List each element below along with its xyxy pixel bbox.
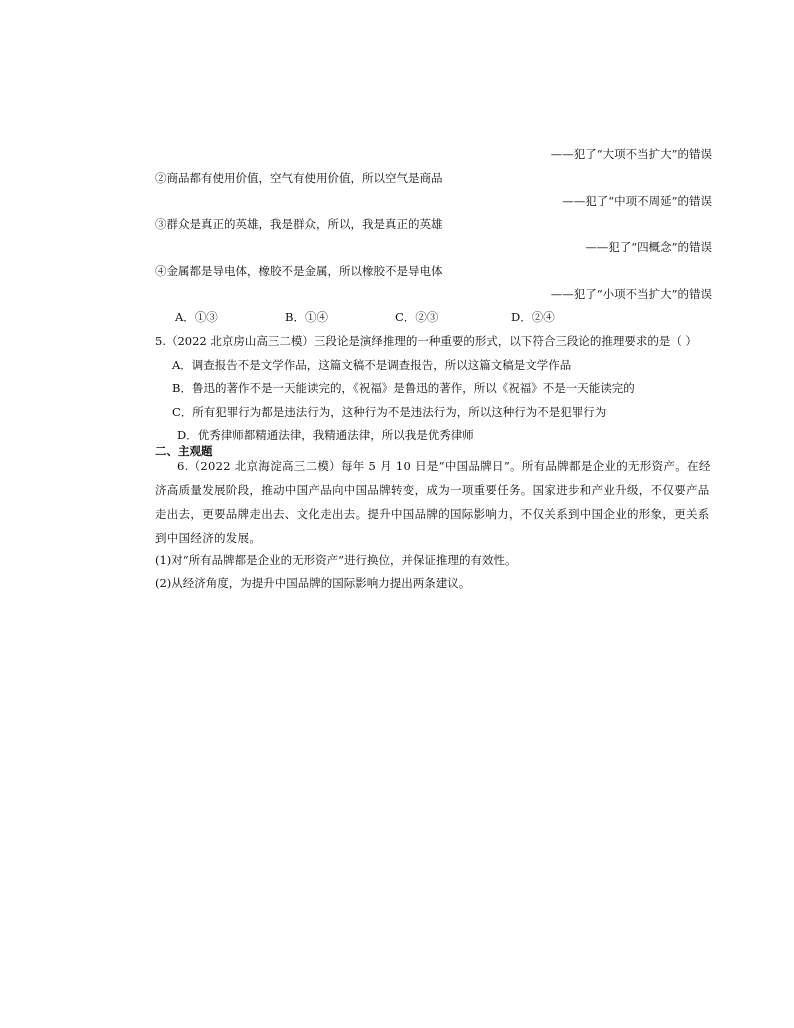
q6-subquestion-1: (1)对“所有品牌都是企业的无形资产”进行换位，并保证推理的有效性。 (155, 553, 517, 567)
q4-option-a[interactable] (175, 309, 218, 325)
q4-option-c[interactable] (395, 309, 438, 325)
q5-stem: 5.（2022 北京房山高三二模）三段论是演绎推理的一种重要的形式，以下符合三段论的推理要求的是（ ） (155, 334, 698, 348)
q5-option-b[interactable]: B．鲁迅的著作不是一天能读完的，《祝福》是鲁迅的著作，所以《祝福》不是一天能读完的 (172, 381, 635, 395)
error-label-1: ——犯了“大项不当扩大”的错误 (550, 147, 712, 161)
error-label-4: ——犯了“小项不当扩大”的错误 (550, 287, 712, 301)
q5-option-d[interactable]: D．优秀律师都精通法律，我精通法律，所以我是优秀律师 (177, 428, 474, 442)
q4-options (175, 309, 595, 325)
q5-option-c[interactable]: C．所有犯罪行为都是违法行为，这种行为不是违法行为，所以这种行为不是犯罪行为 (172, 405, 607, 419)
statement-2: ②商品都有使用价值，空气有使用价值，所以空气是商品 (155, 171, 443, 185)
option-letter: D． (511, 310, 532, 324)
statement-3: ③群众是真正的英雄，我是群众，所以，我是真正的英雄 (155, 217, 443, 231)
option-letter: A． (175, 310, 195, 324)
option-text: ①④ (304, 310, 328, 324)
error-label-2: ——犯了“中项不周延”的错误 (562, 194, 712, 208)
q4-option-d[interactable] (511, 309, 555, 325)
error-label-3: ——犯了“四概念”的错误 (585, 240, 712, 254)
option-text: ①③ (194, 310, 218, 324)
option-text: ②④ (531, 310, 555, 324)
q6-paragraph: 6.（2022 北京海淀高三二模）每年 5 月 10 日是“中国品牌日”。所有品牌都是企业的无形资产。在经济高质量发展阶段，推动中国产品向中国品牌转变，成为一项重要任务。国家进步和产业升级，不仅要产品走出去，更要品牌走出去、文化走出去。提升中国品牌的国际影响力，不仅关系到中国企业的形象，更关系到中国经济的发展。 (155, 459, 711, 545)
option-text: ②③ (415, 310, 439, 324)
option-letter: B． (285, 310, 305, 324)
q4-option-b[interactable] (285, 309, 328, 325)
q6-subquestion-2: (2)从经济角度，为提升中国品牌的国际影响力提出两条建议。 (155, 576, 471, 590)
option-letter: C． (395, 310, 416, 324)
statement-4: ④金属都是导电体，橡胶不是金属，所以橡胶不是导电体 (155, 264, 443, 278)
section-heading: 二、主观题 (155, 444, 213, 458)
q5-option-a[interactable]: A．调查报告不是文学作品，这篇文稿不是调查报告，所以这篇文稿是文学作品 (172, 358, 572, 372)
